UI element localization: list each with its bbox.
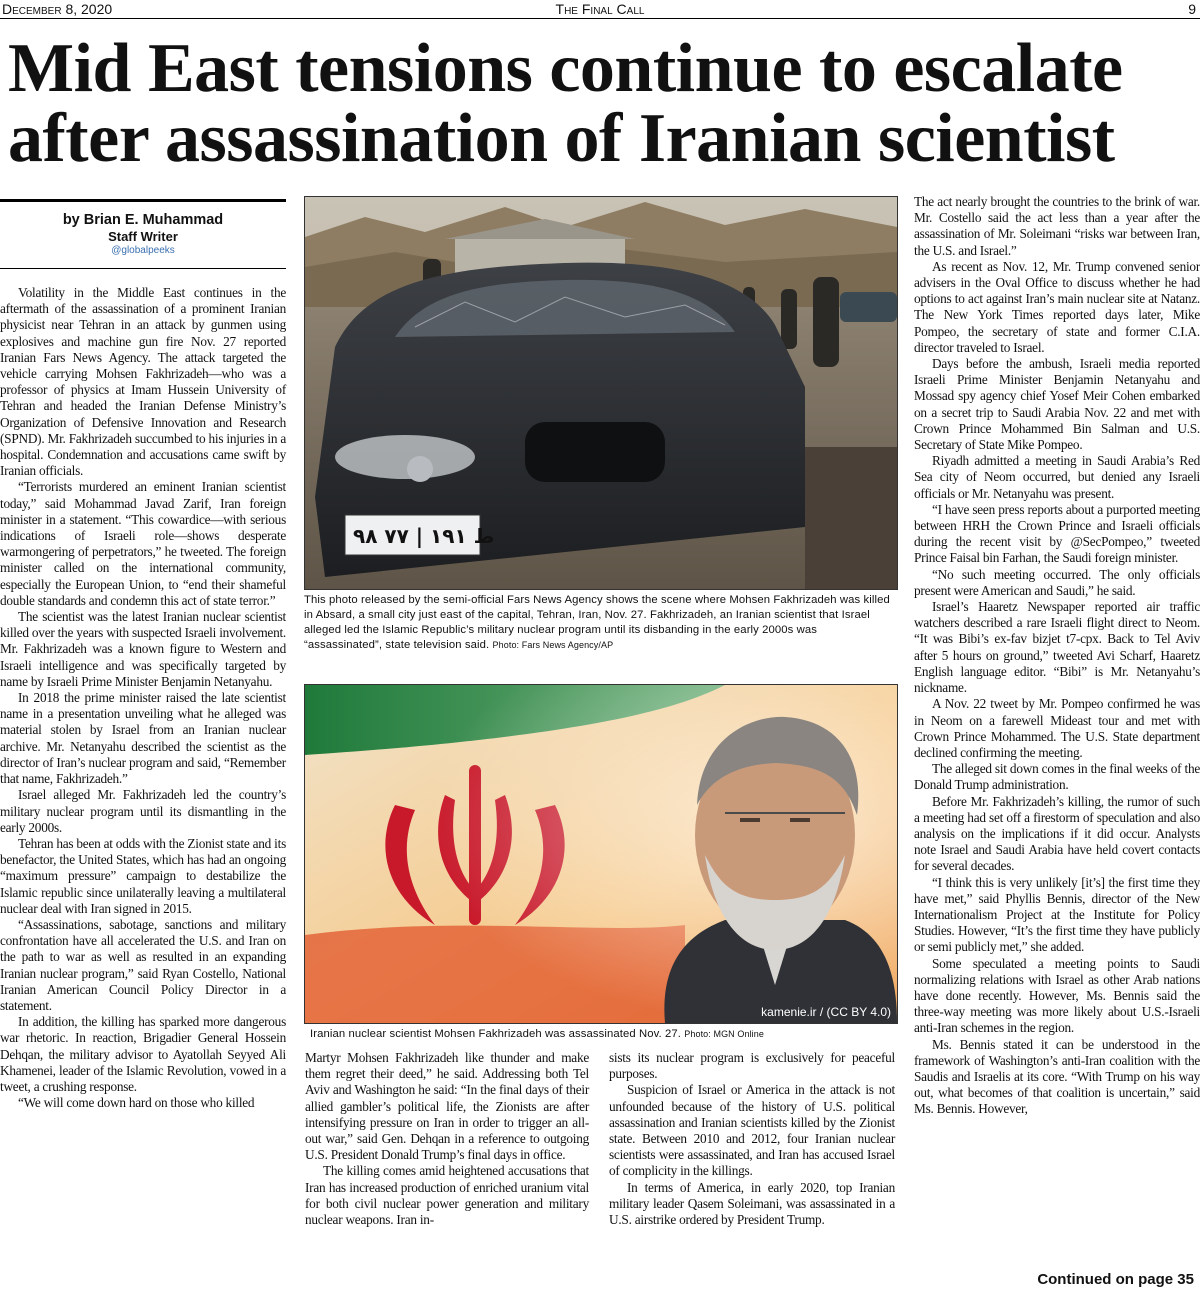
publication-name: The Final Call xyxy=(555,1,645,17)
headline-line-2: after assassination of Iranian scientist xyxy=(8,100,1115,177)
paragraph: The alleged sit down comes in the final weeks of the Donald Trump administration. xyxy=(914,761,1200,793)
byline-divider xyxy=(0,268,286,269)
portrait-photo xyxy=(304,684,898,1024)
paragraph: As recent as Nov. 12, Mr. Trump convened senior advisers in the Oval Office to discuss whether he had options to act against Iran’s main nuclear site at Natanz. The New York Times reported days later, Mike Pompeo, the secretary of state and former C.I.A. director traveled to Israel. xyxy=(914,258,1200,355)
continued-jump-line: Continued on page 35 xyxy=(1037,1271,1194,1288)
paragraph: A Nov. 22 tweet by Mr. Pompeo confirmed he was in Neom on a farewell Mideast tour and met with Crown Prince Mohammed. The U.S. State department declined confirming the meeting. xyxy=(914,696,1200,760)
author-handle: @globalpeeks xyxy=(111,245,175,256)
paragraph: Israel’s Haaretz Newspaper reported air traffic watchers described a rare Israeli flight direct to Neom. “It was Bibi’s ex-fav bizjet t7-cpx. Back to Tel Aviv after 5 hours on ground,” tweeted Avi Scharf, Haaretz English language editor. “Bibi” is Mr. Netanyahu’s nickname. xyxy=(914,599,1200,696)
paragraph: Some speculated a meeting points to Saudi normalizing relations with Israel as other Arab nations have done recently. However, Ms. Bennis said the three-way meeting was more likely about U.S.-Israeli anti-Iran schemes in the region. xyxy=(914,955,1200,1036)
portrait-caption xyxy=(310,1027,896,1042)
paragraph: The scientist was the latest Iranian nuclear scientist killed over the years with suspected Israeli involvement. Mr. Fakhrizadeh was a known figure to Western and Israeli intelligence and was specifically targeted by name by Israeli Prime Minister Benjamin Netanyahu. xyxy=(0,609,286,689)
article-column-1 xyxy=(0,285,286,1111)
paragraph: “Assassinations, sabotage, sanctions and military confrontation have all accelerated the U.S. and Iran on the path to war as well as resulted in an expanding Iranian nuclear program,” said Ryan Costello, National Iranian American Council Policy Director in a statement. xyxy=(0,916,286,1013)
paragraph: The killing comes amid heightened accusations that Iran has increased production of enriched uranium vital for both civil nuclear power generation and military nuclear weapons. Iran in- xyxy=(305,1163,589,1228)
running-header xyxy=(0,0,1200,19)
photo-credit: Photo: Fars News Agency/AP xyxy=(492,640,614,650)
paragraph: Israel alleged Mr. Fakhrizadeh led the country’s military nuclear program until its dismantling in the early 2000s. xyxy=(0,787,286,835)
crime-scene-image xyxy=(305,197,897,589)
paragraph: Martyr Mohsen Fakhrizadeh like thunder and make them regret their deed,” he said. Addressing both Tel Aviv and Washington he said: “In the final days of their allied gambler’s political life, the Zionists are after intensifying pressure on Iran in order to trigger an all-out war,” said Gen. Dehqan in a reference to outgoing U.S. President Donald Trump’s final days in office. xyxy=(305,1050,589,1163)
paragraph: In terms of America, in early 2020, top Iranian military leader Qasem Soleimani, was assassinated in a U.S. airstrike ordered by President Trump. xyxy=(609,1179,895,1228)
article-column-4 xyxy=(914,194,1200,1118)
paragraph: Days before the ambush, Israeli media reported Israeli Prime Minister Benjamin Netanyahu and Mossad spy agency chief Yosef Meir Cohen embarked on a secret trip to Saudi Arabia Nov. 22 and met with Crown Prince Mohammed Bin Salman and U.S. Secretary of State Mike Pompeo. xyxy=(914,356,1200,453)
paragraph: The act nearly brought the countries to the brink of war. Mr. Costello said the act less than a year after the assassination of Mr. Soleimani “risks war between Iran, the U.S. and Israel.” xyxy=(914,194,1200,258)
paragraph: Before Mr. Fakhrizadeh’s killing, the rumor of such a meeting had set off a firestorm of speculation and also analysis on the implications if it did occur. Analysts note Israel and Saudi Arabia have held covert contacts for several decades. xyxy=(914,793,1200,874)
caption-text: This photo released by the semi-official Fars News Agency shows the scene where Mohsen Fakhrizadeh was killed in Absard, a small city just east of the capital, Tehran, Iran, Nov. 27. Fakhrizadeh, an Iranian scientist that Israel alleged led the Islamic Republic’s military nuclear program until its disbanding in the early 2000s was “assassinated”, state television said. xyxy=(304,594,890,651)
paragraph: In 2018 the prime minister raised the late scientist name in a presentation unveiling what he alleged was material stolen by Israel from an Iranian nuclear archive. Mr. Netanyahu described the scientist as the director of Iran’s nuclear program and said, “Remember that name, Fakhrizadeh.” xyxy=(0,690,286,787)
photo-credit: Photo: MGN Online xyxy=(684,1029,764,1039)
portrait-image xyxy=(305,685,897,1023)
paragraph: “We will come down hard on those who killed xyxy=(18,1095,255,1111)
crime-scene-caption xyxy=(304,593,896,653)
crime-scene-photo xyxy=(304,196,898,590)
license-plate-text: ۹۸ ﻁ ۱۹۱ | ۷۷ xyxy=(353,524,495,548)
paragraph: Ms. Bennis stated it can be understood in the framework of Washington’s anti-Iran coalition with the Saudis and Israelis at its core. “With Trump on his way out, what becomes of that coalition is uncertain,” said Ms. Bennis. However, xyxy=(914,1036,1200,1117)
photo-watermark: kamenie.ir / (CC BY 4.0) xyxy=(761,1005,891,1019)
paragraph: “Terrorists murdered an eminent Iranian scientist today,” said Mohammad Javad Zarif, Iran foreign minister in a statement. “This cowardice—with serious indications of Israeli role—shows desperate warmongering of perpetrators,” he tweeted. The foreign minister called on the international community, especially the European Union, to “end their shameful double standards and condemn this act of state terror.” xyxy=(0,479,286,608)
paragraph: “I think this is very unlikely [it’s] the first time they have met,” said Phyllis Bennis, director of the New Internationalism Project at the Institute for Policy Studies. However, “It’s the first time they have publicly or semi publicly met,” she added. xyxy=(914,874,1200,955)
article-column-3 xyxy=(609,1050,895,1228)
paragraph: Riyadh admitted a meeting in Saudi Arabia’s Red Sea city of Neom occurred, but denied any Israeli officials or Mr. Netanyahu was present. xyxy=(914,453,1200,501)
headline-line-1: Mid East tensions continue to escalate xyxy=(8,30,1123,107)
paragraph: “I have seen press reports about a purported meeting between HRH the Crown Prince and Israeli officials during the recent visit by @SecPompeo,” tweeted Prince Faisal bin Farhan, the Saudi foreign minister. xyxy=(914,501,1200,566)
article-column-2 xyxy=(305,1050,589,1228)
paragraph: “No such meeting occurred. The only officials present were American and Saudi,” he said. xyxy=(914,566,1200,598)
author-role: Staff Writer xyxy=(108,229,178,244)
paragraph: sists its nuclear program is exclusively for peaceful purposes. xyxy=(609,1050,895,1082)
byline xyxy=(0,199,286,256)
issue-date: December 8, 2020 xyxy=(2,1,113,17)
paragraph: Volatility in the Middle East continues in the aftermath of the assassination of a prominent Iranian physicist near Tehran in an attack by gunmen using explosives and machine gun fire Nov. 27 reported Iranian Fars News Agency. The attack targeted the vehicle carrying Mohsen Fakhrizadeh—who was a professor of physics at Imam Hussein University of Tehran and headed the Iranian Defense Ministry’s Organization of Defensive Innovation and Research (SPND). Mr. Fakhrizadeh succumbed to his injuries in a hospital. Condemnation and accusations came swift by Iranian officials. xyxy=(0,285,286,479)
headline xyxy=(8,30,1198,177)
caption-text: Iranian nuclear scientist Mohsen Fakhrizadeh was assassinated Nov. 27. xyxy=(310,1028,681,1040)
paragraph: Suspicion of Israel or America in the attack is not unfounded because of the history of U.S. political assassination and Iranian scientists killed by the Zionist state. Between 2010 and 2012, four Iranian nuclear scientists were assassinated, and Iran has accused Israel of complicity in the killings. xyxy=(609,1082,895,1179)
author-name: by Brian E. Muhammad xyxy=(62,212,224,228)
page-number: 9 xyxy=(1188,1,1196,17)
paragraph: Tehran has been at odds with the Zionist state and its benefactor, the United States, which has had an ongoing “maximum pressure” campaign to destabilize the Islamic republic since unilaterally leaving a multilateral nuclear deal with Iran signed in 2015. xyxy=(0,835,286,916)
paragraph: In addition, the killing has sparked more dangerous war rhetoric. In reaction, Brigadier General Hossein Dehqan, the military advisor to Ayatollah Seyyed Ali Khamenei, leader of the Islamic Revolution, vowed in a tweet, a crushing response. xyxy=(0,1014,286,1094)
